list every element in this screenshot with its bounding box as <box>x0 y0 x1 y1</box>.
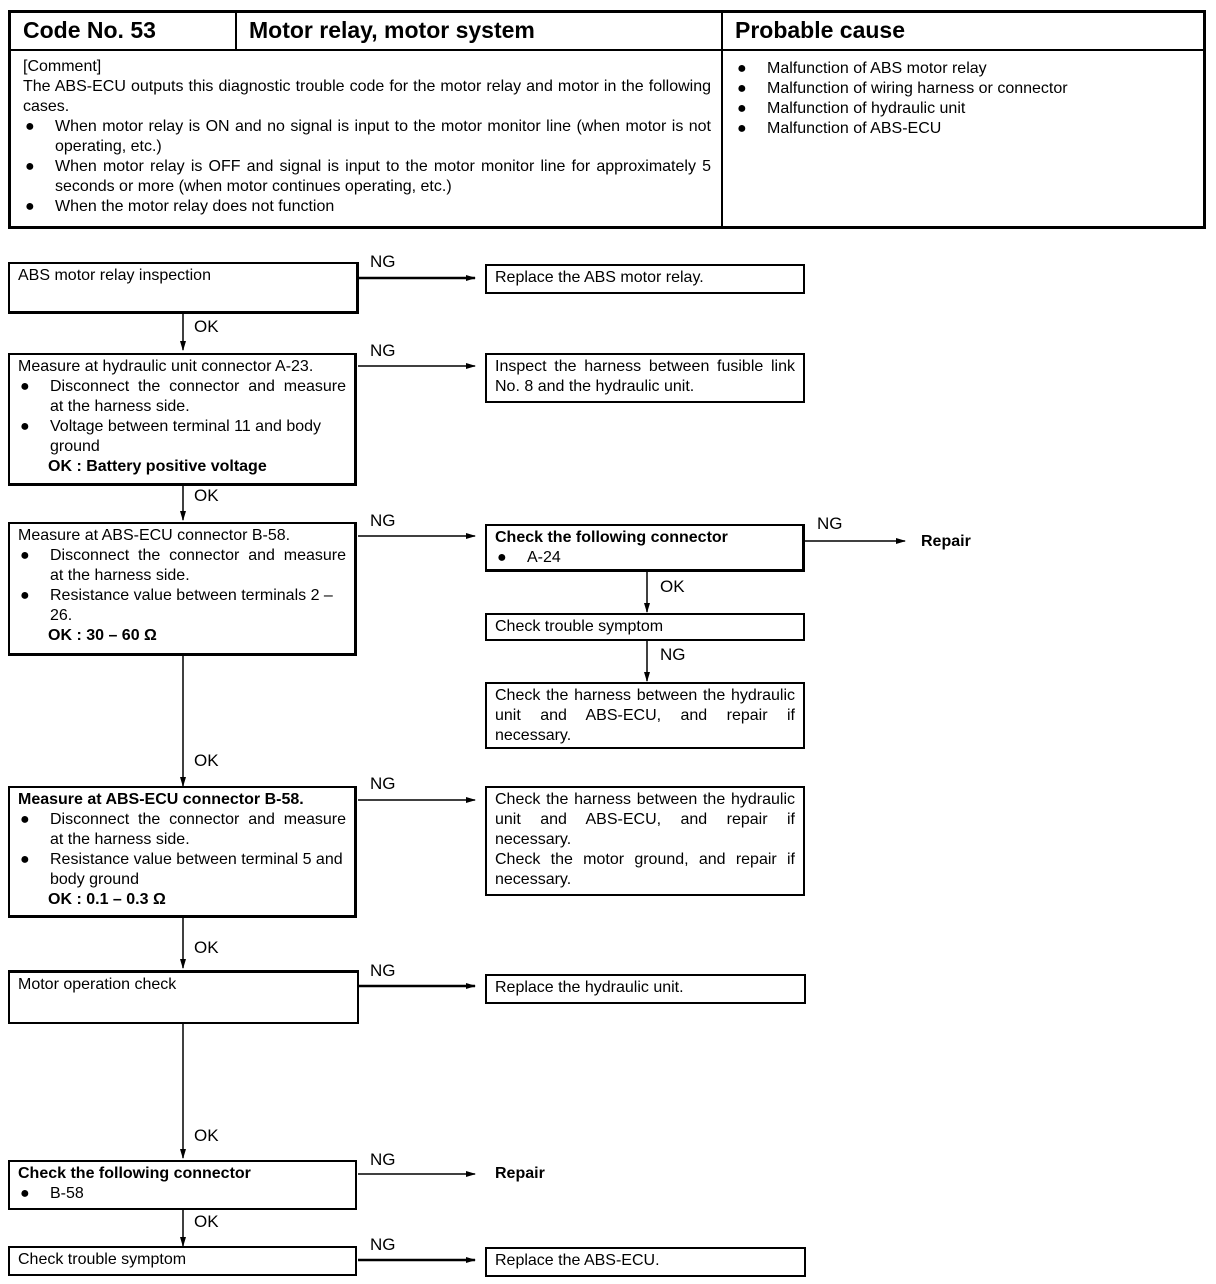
comment-bullet: ● When motor relay is OFF and signal is input to the motor monitor line for approximately 5 seconds or more (when motor continues operating, etc.) <box>25 158 711 195</box>
step-measure-ecu-connector-terminals-2-26: Measure at ABS-ECU connector B-58. ● Disconnect the connector and measure at the harness side. ● Resistance value between terminals 2 – 26. OK : 30 – 60 Ω <box>8 522 357 656</box>
ng-label: NG <box>370 774 396 793</box>
cause-item: ● Malfunction of wiring harness or connector <box>737 80 1068 97</box>
result-replace-motor-relay: Replace the ABS motor relay. <box>485 264 805 294</box>
step-check-connector-b58: Check the following connector ● B-58 <box>8 1160 357 1210</box>
probable-cause-title: Probable cause <box>735 17 906 43</box>
ng-label: NG <box>370 1150 396 1169</box>
ng-label: NG <box>370 1235 396 1254</box>
ng-label: NG <box>370 252 396 271</box>
step-measure-hydraulic-connector: Measure at hydraulic unit connector A-23. ● Disconnect the connector and measure at the harness side. ● Voltage between terminal 11 and body ground OK : Battery positive voltage <box>8 353 357 486</box>
code-title: Motor relay, motor system <box>249 17 535 43</box>
ok-label: OK <box>194 751 219 770</box>
ok-label: OK <box>194 938 219 957</box>
comment-label: [Comment] <box>23 58 102 75</box>
cause-item: ● Malfunction of hydraulic unit <box>737 100 966 117</box>
result-check-trouble-symptom: Check trouble symptom <box>485 613 805 641</box>
ok-label: OK <box>194 1212 219 1231</box>
step-check-trouble-symptom: Check trouble symptom <box>8 1246 357 1276</box>
ok-label: OK <box>660 577 685 596</box>
result-check-connector-a24: Check the following connector ● A-24 <box>485 524 805 572</box>
result-repair-b58: Repair <box>495 1165 545 1182</box>
result-check-harness-hydraulic-ecu: Check the harness between the hydraulic unit and ABS-ECU, and repair if necessary. <box>485 682 805 749</box>
step-motor-operation-check: Motor operation check <box>8 970 359 1024</box>
result-replace-hydraulic-unit: Replace the hydraulic unit. <box>485 974 806 1004</box>
ng-label: NG <box>660 645 686 664</box>
comment-intro: The ABS-ECU outputs this diagnostic trouble code for the motor relay and motor in the following cases. <box>23 78 711 115</box>
result-inspect-fusible-link-harness: Inspect the harness between fusible link No. 8 and the hydraulic unit. <box>485 353 805 403</box>
ng-label: NG <box>370 511 396 530</box>
ng-label: NG <box>817 514 843 533</box>
result-replace-abs-ecu: Replace the ABS-ECU. <box>485 1247 806 1277</box>
cause-item: ● Malfunction of ABS motor relay <box>737 60 987 77</box>
cause-item: ● Malfunction of ABS-ECU <box>737 120 942 137</box>
ng-label: NG <box>370 341 396 360</box>
ok-label: OK <box>194 317 219 336</box>
comment-bullet: ● When motor relay is ON and no signal is input to the motor monitor line (when motor is not operating, etc.) <box>25 118 711 155</box>
ok-label: OK <box>194 1126 219 1145</box>
step-abs-motor-relay-inspection: ABS motor relay inspection <box>8 262 359 314</box>
result-repair-a24: Repair <box>921 533 971 550</box>
ng-label: NG <box>370 961 396 980</box>
ok-label: OK <box>194 486 219 505</box>
result-check-harness-and-motor-ground: Check the harness between the hydraulic unit and ABS-ECU, and repair if necessary. Check the motor ground, and repair if necessary. <box>485 786 805 896</box>
code-number: Code No. 53 <box>23 17 156 43</box>
comment-bullet: ● When the motor relay does not function <box>25 198 335 215</box>
step-measure-ecu-connector-terminal-5: Measure at ABS-ECU connector B-58. ● Disconnect the connector and measure at the harness side. ● Resistance value between terminal 5 and body ground OK : 0.1 – 0.3 Ω <box>8 786 357 918</box>
